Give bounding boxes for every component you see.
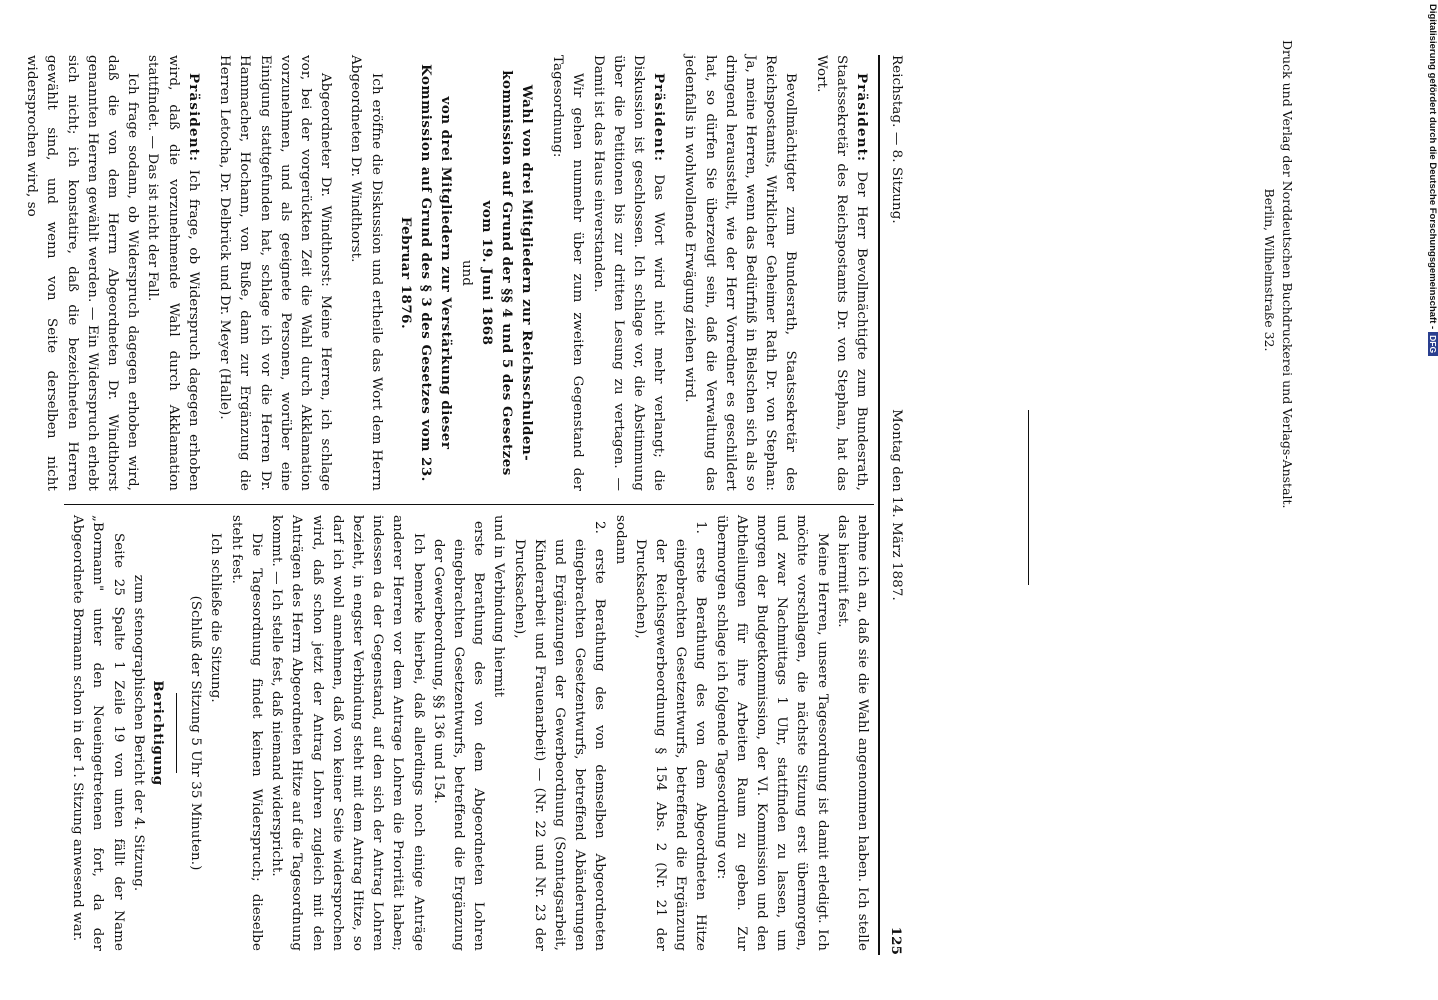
- correction-title: Berichtigung: [150, 680, 167, 786]
- separator-rule: [176, 693, 177, 773]
- paragraph: Abgeordneter Dr. Windthorst: Meine Herren, ich schlage vor, bei der vorgerückten Zeit die Wahl durch Akklamation vorzunehmen, und als geeignete Personen, worüber eine Einigung stattgefunden hat, schlage ich vor die Herren Dr. Hammacher, Hochann, von Buße, dann zur Ergänzung die Herren Letocha, Dr. Delbrück und Dr. Meyer (Halle).: [217, 55, 334, 491]
- page-number: 125: [888, 926, 904, 955]
- page-header: [878, 55, 910, 955]
- paragraph: Ich schließe die Sitzung.: [208, 533, 224, 703]
- paragraph: Ich eröffne die Diskussion und ertheile das Wort dem Herrn Abgeordneten Dr. Windthorst.: [348, 55, 384, 491]
- speaker-label: Präsident:: [854, 73, 870, 163]
- header-date: Montag den 14. März 1887.: [889, 409, 904, 601]
- correction-subtitle: zum stenographischen Bericht der 4. Sitzung.: [130, 574, 146, 892]
- paragraph: [810, 55, 872, 491]
- correction-text: Seite 25 Spalte 1 Zeile 19 von unten fällt der Name „Bormann" unter den Neueingetretenen fort, da der Abgeordnete Bormann schon in der 1. Sitzung anwesend war.: [70, 515, 126, 951]
- speaker-label: Präsident:: [185, 73, 202, 163]
- agenda-connector: und in Verbindung hiermit: [491, 515, 507, 698]
- agenda-item-2: 2. erste Berathung des von demselben Abgeordneten eingebrachten Gesetzentwurfs, betreffend Abänderungen und Ergänzungen der Gewerbeordnung (Sonntagsarbeit, Kinderarbeit und Frauenarbeit) — (Nr. 22 und Nr. 23 der Drucksachen),: [511, 521, 608, 951]
- speaker-label: Präsident:: [651, 73, 668, 163]
- agenda-heading-und: und: [459, 259, 475, 287]
- agenda-heading-2: von drei Mitgliedern zur Verstärkung dieser Kommission auf Grund des § 3 des Gesetzes vom 23. Februar 1876.: [397, 64, 455, 482]
- imprint-line-2: Berlin, Wilhelmstraße 32.: [1262, 188, 1277, 352]
- digitization-text: Digitalisierung gefördert durch die Deutsche Forschungsgemeinschaft -: [1427, 4, 1438, 330]
- paragraph: Meine Herren, unsere Tagesordnung ist damit erledigt. Ich möchte vorschlagen, die nächste Sitzung erst übermorgen, und zwar Nachmittags 1 Uhr, stattfinden zu lassen, um morgen der Budgetkommission, der VI. Kommission und den Abtheilungen für ihre Arbeiten Raum zu geben. Zur übermorgen schlage ich folgende Tagesordnung vor:: [713, 515, 830, 951]
- paragraph-text: Das Wort wird nicht mehr verlangt; die Diskussion ist geschlossen. Ich schlage vor, die Abstimmung über die Petitionen bis zur dritten Lesung zu vertagen. — Damit ist das Haus einverstanden.: [590, 55, 667, 491]
- column-left: [24, 55, 872, 492]
- paragraph-text: Der Herr Bevollmächtigte zum Bundesrath, Staatssekretär des Reichspostamts Dr. von Stephan, hat das Wort.: [813, 55, 869, 492]
- column-right: [62, 515, 872, 951]
- header-left: Reichstag. — 8. Sitzung.: [889, 55, 904, 224]
- imprint-line-1: Druck und Verlag der Norddeutschen Buchdruckerei und Verlags-Anstalt.: [1280, 40, 1295, 509]
- paragraph: nehme ich an, daß sie die Wahl angenommen haben. Ich stelle das hiermit fest.: [834, 515, 870, 951]
- scan-edge-line: [1028, 410, 1029, 585]
- agenda-item-3: erste Berathung des von dem Abgeordneten Lohren eingebrachten Gesetzentwurfs, betreffend die Ergänzung der Gewerbeordnung, §§ 136 und 154.: [430, 521, 487, 951]
- agenda-item-1: 1. erste Berathung des von dem Abgeordneten Hitze eingebrachten Gesetzentwurfs, betreffend die Ergänzung der Reichsgewerbeordnung § 154 Abs. 2 (Nr. 21 der Drucksachen),: [632, 521, 709, 951]
- column-divider: [64, 504, 874, 505]
- paragraph: Bevollmächtigter zum Bundesrath, Staatssekretär des Reichspostamts, Wirklicher Geheimer Rath Dr. von Stephan: Ja, meine Herren, wenn das Bedürfniß in Bielschen sich als so dringend herausstellt, wie der Herr Vorredner es geschildert hat, so dürfen Sie überzeugt sein, daß die Verwaltung das jedenfalls in wohlwollende Erwägung ziehen wird.: [682, 55, 799, 491]
- paragraph: [587, 55, 669, 491]
- paragraph: Die Tagesordnung findet keinen Widerspruch; dieselbe steht fest.: [228, 515, 264, 951]
- paragraph: [142, 55, 204, 491]
- session-close-note: (Schluß der Sitzung 5 Uhr 35 Minuten.): [188, 595, 204, 871]
- paragraph: Wir gehen nunmehr über zum zweiten Gegenstand der Tagesordnung:: [550, 55, 586, 491]
- printer-imprint: [1260, 40, 1296, 509]
- paragraph: Ich frage sodann, ob Widerspruch dagegen erhoben wird, daß die von dem Herrn Abgeordneten Dr. Windthorst genannten Herren gewählt werden. — Ein Widerspruch erhebt sich nicht; ich konstatire, daß die bezeichneten Herren gewählt sind, und wenn von Seite derselben nicht widersprochen wird, so: [24, 55, 141, 491]
- rotated-page-content: [24, 55, 910, 955]
- dfg-logo: DFG: [1428, 332, 1438, 356]
- paragraph: Ich bemerke hierbei, daß allerdings noch einige Anträge anderer Herren vor dem Antrage Lohren die Priorität haben; indessen da der Gegenstand, auf den sich der Antrag Lohren bezieht, in engster Verbindung steht mit dem Antrag Hitze, so darf ich wohl annehmen, daß von keiner Seite widersprochen wird, daß schon jetzt der Antrag Lohren zugleich mit den Anträgen des Herrn Abgeordneten Hitze auf die Tagesordnung kommt. — Ich stelle fest, daß niemand widerspricht.: [269, 515, 426, 951]
- agenda-connector: sodann: [612, 515, 628, 565]
- agenda-heading-1: Wahl von drei Mitgliedern zur Reichsschulden-kommission auf Grund der §§ 4 und 5 des Gesetzes vom 19. Juni 1868: [478, 70, 535, 476]
- digitization-credit: [1427, 4, 1438, 356]
- paragraph-text: Ich frage, ob Widerspruch dagegen erhoben wird, daß die vorzunehmende Wahl durch Akklamation stattfindet. — Das ist nicht der Fall.: [145, 55, 201, 491]
